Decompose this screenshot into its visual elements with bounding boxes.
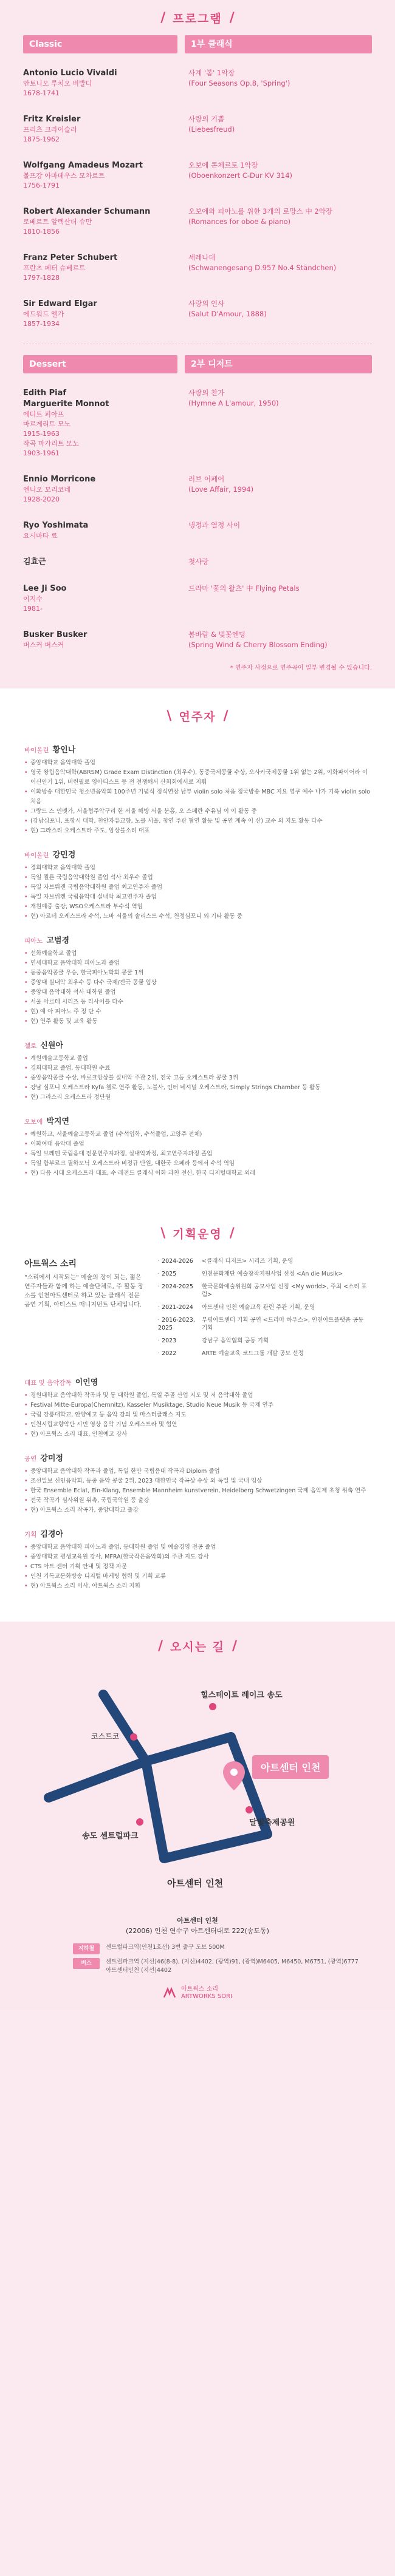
performer-bio-line: • 현) 예 아 피아노 주 정 단 수 [24, 1007, 371, 1017]
map-roads [24, 1670, 371, 1901]
timeline-year: · 2022 [158, 1350, 177, 1357]
performer-heading [24, 848, 371, 860]
work-subtitle: (Romances for oboe & piano) [188, 217, 291, 226]
timeline-row [158, 1257, 371, 1265]
work-title: 오보에 콘체르토 1악장 [188, 161, 258, 169]
performer-bio-line: • 중앙대학교 음악대학 졸업 [24, 758, 371, 768]
composer-korean-name: 프리츠 크라이슬러 [23, 126, 77, 134]
org-timeline [158, 1257, 371, 1362]
planning-body [0, 1257, 395, 1622]
staff-role: 대표 및 음악감독 [24, 1379, 72, 1387]
work-title: 사랑의 찬가 [188, 389, 225, 397]
performer-role: 첼로 [24, 1042, 37, 1050]
timeline-event: <클래식 디저트> 시리즈 기획, 운영 [202, 1258, 294, 1265]
planning-section [0, 1209, 395, 1622]
composer-years: 1810-1856 [23, 228, 60, 236]
composer-years: 1981- [23, 605, 43, 613]
performer-heading [24, 1115, 371, 1126]
composer [23, 206, 177, 237]
composer-name: Franz Peter Schubert [23, 253, 118, 262]
work [185, 160, 372, 191]
org-name: 아트웍스 소리 [24, 1259, 77, 1269]
footer [0, 1986, 395, 2010]
composer-korean-name: 이지수 [23, 595, 43, 603]
composer-years: 1857-1934 [23, 320, 60, 328]
performer-role: 오보에 [24, 1118, 43, 1126]
composer [23, 114, 177, 144]
composer-name: Wolfgang Amadeus Mozart [23, 161, 143, 170]
composer-name: Ryo Yoshimata [23, 521, 89, 530]
performers-title: 연주자 [179, 710, 216, 724]
program-row [23, 624, 372, 660]
performer-bio-line: • 독일 쾰른 국립음악대학원 졸업 석사 최우수 졸업 [24, 873, 371, 883]
work-title: 러브 어페어 [188, 475, 225, 483]
program-row [23, 293, 372, 339]
performer-name: 신원아 [40, 1041, 63, 1050]
label-artcenter-bottom: 아트센터 인천 [167, 1878, 224, 1889]
planning-title: 기획운영 [173, 1227, 222, 1241]
performer-bio-line: • 중앙대 실내악 최우수 등 다수 국제/전국 콩쿨 입상 [24, 978, 371, 988]
timeline-year: · 2024-2025 [158, 1283, 193, 1290]
performer-item [24, 743, 371, 836]
composer-years: 1928-2020 [23, 495, 60, 503]
marker-dot-icon [209, 1703, 216, 1710]
performer-bio-line: • 연세대학교 음악대학 피아노과 졸업 [24, 959, 371, 968]
part1-headers [23, 35, 372, 53]
staff-bio-line: • 국립 강릉대학교, 안양예고 등 음악 강의 및 마스터클래스 지도 [24, 1410, 371, 1420]
part1-list [23, 62, 372, 339]
address-line: (22006) 인천 연수구 아트센터대로 222(송도동) [126, 1927, 269, 1935]
work-subtitle: (Love Affair, 1994) [188, 485, 254, 494]
performer-bio-line: • 현) 그라스리 오케스트라 주도, 앙상블소리 대표 [24, 826, 371, 836]
timeline-row [158, 1270, 371, 1278]
composer [23, 388, 177, 458]
artworks-logo-icon [163, 1986, 176, 2000]
composer-name: Ennio Morricone [23, 475, 96, 484]
composer-years: 1756-1791 [23, 182, 60, 189]
staff-role: 기획 [24, 1531, 37, 1538]
timeline-year: · 2024-2026 [158, 1258, 193, 1265]
composer-korean-name: 엔니오 모리코네 [23, 486, 70, 494]
location-title: 오시는 길 [170, 1640, 225, 1654]
address-block [0, 1915, 395, 1936]
performer-bio-line: • 현) 아르테 오케스트라 수석, 노바 서울의 솔리스트 수석, 천정심포니 외 기타 활동 중 [24, 912, 371, 922]
program-row [23, 577, 372, 624]
composer [23, 583, 177, 614]
work-subtitle: (Hymne A L'amour, 1950) [188, 399, 279, 407]
work-title: 세레나데 [188, 253, 216, 262]
program-header: / 프로그램 / [160, 10, 235, 25]
address-title: 아트센터 인천 [177, 1917, 218, 1925]
performer-name: 강민경 [52, 851, 76, 860]
work [185, 68, 372, 98]
work [185, 520, 372, 541]
performer-item [24, 1115, 371, 1178]
performer-bio-line: • 독일 자브뤼켄 국립음악대 실내악 최고연주자 졸업 [24, 892, 371, 902]
performers-list [0, 743, 395, 1209]
timeline-event: ARTE 예술교육 코드그룹 개발 공모 선정 [202, 1350, 304, 1357]
composer-korean-name: 에디트 피아프 마르게리트 모노 [23, 410, 70, 428]
work-title: 사랑의 기쁨 [188, 115, 225, 123]
composer-korean-name: 프란츠 페터 슈베르트 [23, 264, 86, 272]
performer-bio-line: • 현) 연주 활동 및 교육 활동 [24, 1017, 371, 1027]
composer-korean-name: 요시마타 료 [23, 532, 58, 540]
composer-years: 1875-1962 [23, 135, 60, 143]
staff-heading [24, 1452, 371, 1463]
performer-bio-line: • 독일 브레멘 국립음대 전문연주자과정, 실내악과정, 최고연주자과정 졸업 [24, 1149, 371, 1159]
part1-right-tag: 1부 클래식 [185, 35, 372, 53]
timeline-year: · 2023 [158, 1337, 177, 1344]
performer-bio-line: • 계원예술고등학교 졸업 [24, 1054, 371, 1064]
transit-type-badge: 버스 [73, 1958, 100, 1969]
staff-heading [24, 1528, 371, 1539]
staff-bio-line: • 현) 아트웍스 소리 대표, 인천예고 강사 [24, 1430, 371, 1439]
label-artcenter: 아트센터 인천 [252, 1755, 329, 1779]
label-park: 달빛축제공원 [249, 1818, 295, 1827]
part2-right-tag: 2부 디저트 [185, 355, 372, 373]
performers-header: \ 연주자 / [167, 708, 228, 724]
map-pin-icon [223, 1761, 245, 1790]
composer [23, 299, 177, 329]
composer-name: Sir Edward Elgar [23, 299, 97, 308]
staff-item [24, 1528, 371, 1591]
performer-heading [24, 1039, 371, 1050]
staff-bio-line: • 중앙대학교 음악대학 피아노과 졸업, 동대학원 졸업 및 예술경영 전공 졸업 [24, 1543, 371, 1552]
performer-bio-line: • 현) 다음 시대 오케스트라 대표, 수 레전드 클래식 이화 과천 전신, 한국 디지털대학교 외래 [24, 1169, 371, 1178]
transit-text: 센트럴파크역 (지선)46(8-8), (지선)4402, (광역)91, (광역)M6405, M6450, M6751, (광역)6777 아트센터인천 (지선)4402 [106, 1959, 359, 1974]
location-map [24, 1670, 371, 1901]
performer-bio-line: • 영국 왕립음악대학(ABRSM) Grade Exam Distinction (최우수), 동중국제콩쿨 수상, 오사카국제콩쿨 1위 없는 2위, 이화파이어라 이어신인기 1위, 버린필로 영아티스트 등 전 전쟁해서 산회회에서로 지휘 [24, 768, 371, 787]
staff-name: 김경아 [40, 1530, 63, 1539]
marker-dot-icon [130, 1733, 137, 1741]
staff-bio-line: • 조선일보 신인음악회, 동중 음악 콩쿨 2위, 2023 대한민국 작곡상 수상 외 독일 및 국내 입상 [24, 1477, 371, 1486]
timeline-event: 아트센터 인천 예술교육 관련 주관 기획, 운영 [202, 1304, 315, 1311]
work [185, 253, 372, 283]
performer-name: 박지연 [46, 1117, 70, 1126]
program-body [0, 35, 395, 688]
program-row [23, 514, 372, 551]
composer-name: 김효근 [23, 557, 46, 566]
composer-korean-name: 볼프강 아마데우스 모차르트 [23, 172, 105, 180]
composer-years: 1797-1828 [23, 274, 60, 282]
performer-bio-line: • 중앙음악콩쿨 수상, 바로크앙상블 실내악 주관 2위, 전국 고등 오케스트라 콩쿨 3위 [24, 1073, 371, 1083]
work [185, 557, 372, 568]
performer-bio-line: • 선화예술학교 졸업 [24, 949, 371, 959]
timeline-year: · 2021-2024 [158, 1304, 193, 1311]
work [185, 206, 372, 237]
program-row [23, 246, 372, 293]
staff-heading [24, 1376, 371, 1387]
composer-korean-name: 버스커 버스커 [23, 641, 64, 649]
staff-bio-line: • 중앙대학교 평생교육원 강사, MFRA(한국작은음악회)의 주관 지도 강사 [24, 1552, 371, 1562]
performer-bio-line: • 이화방송 대한민국 청소년음악회 100주년 기념식 정식연장 남부 violin solo 처음 정국방송 MBC 지요 영쿠 예수 나가 기룩 violin solo 처음 [24, 787, 371, 807]
marker-dot-icon [136, 1818, 143, 1826]
label-hillstate: 힐스테이트 레이크 송도 [201, 1691, 283, 1700]
label-songdo-central: 송도 센트럴파크 [82, 1832, 139, 1841]
performer-bio-line: • 경희대학교 졸업, 동대학원 수료 [24, 1064, 371, 1073]
org-intro [24, 1257, 146, 1362]
staff-bio-line: • 경원대학교 음악대학 작곡과 및 동 대학원 졸업, 독일 주골 산업 지도 및 저 음악대학 졸업 [24, 1391, 371, 1401]
work-title: 사계 '봄' 1악장 [188, 69, 235, 77]
marker-dot-icon [246, 1806, 253, 1813]
work-subtitle: (Oboenkonzert C-Dur KV 314) [188, 171, 293, 180]
map-wrap [0, 1670, 395, 1915]
program-section [0, 0, 395, 688]
performer-bio-line: • 이화여대 음악대 졸업 [24, 1140, 371, 1149]
label-costco: 코스트코 [91, 1732, 120, 1741]
work-title: 냉정과 열정 사이 [188, 521, 241, 529]
work-subtitle: (Spring Wind & Cherry Blossom Ending) [188, 641, 328, 649]
performer-bio-line: • 경희대학교 음악대학 졸업 [24, 863, 371, 873]
performer-bio-line: • 개원예중 출강, WSO오케스트라 부수석 역임 [24, 902, 371, 912]
program-row [23, 62, 372, 108]
work-title: 사랑의 인사 [188, 299, 225, 308]
composer-korean-name: 에드워드 엘가 [23, 310, 64, 318]
performer-bio-line: • 독일 함부르크 필하모닉 오케스트라 비정규 단원, 대한국 오페라 등에서 수석 역임 [24, 1159, 371, 1169]
staff-item [24, 1452, 371, 1515]
composer-name: Antonio Lucio Vivaldi [23, 69, 117, 78]
composer [23, 557, 177, 568]
composer [23, 630, 177, 650]
composer-years: 1915-1963 작곡 마가리트 모노 1903-1961 [23, 430, 80, 457]
performers-section [0, 688, 395, 1209]
staff-bio-line: • 인천시립교향악단 시민 영상 음악 기념 오케스트라 및 협연 [24, 1420, 371, 1430]
performer-bio-line: • (강남심포니, 포항시 대학, 천안자유교향, 노블 서울, 청연 주관 협연 활동 및 공연 계속 이 산) 교수 외 지도 활동 다수 [24, 817, 371, 826]
work [185, 583, 372, 614]
work [185, 114, 372, 144]
timeline-event: 한국문화예술위원회 공모사업 선정 <My world>, 주최 <소리 포럼> [202, 1283, 367, 1298]
part2-headers [23, 355, 372, 373]
program-row [23, 108, 372, 154]
composer [23, 474, 177, 505]
timeline-year: · 2016-2023, 2025 [158, 1317, 195, 1331]
program-row [23, 468, 372, 514]
timeline-row [158, 1283, 371, 1299]
composer-korean-name: 로베르트 알렉산더 슈만 [23, 218, 92, 226]
performer-item [24, 848, 371, 922]
staff-bio-line: • Festival Mitte-Europa(Chemnitz), Kasseler Musiktage, Studio Neue Musik 등 국제 연주 [24, 1401, 371, 1410]
performer-bio-line: • 그랑드 스 인펫가, 서울협주악구리 한 서울 해방 서울 분홍, 오 스페란 수유님 이 이 활동 중 [24, 807, 371, 817]
staff-bio-line: • 현) 아트웍스 소리 이사, 아트웍스 소리 지휘 [24, 1582, 371, 1591]
transit-text: 센트럴파크역(인천1호선) 3번 출구 도보 500M [106, 1944, 225, 1951]
staff-role: 공연 [24, 1455, 37, 1463]
work-subtitle: (Four Seasons Op.8, 'Spring') [188, 79, 290, 87]
part2-left-tag: Dessert [23, 355, 177, 373]
composer-name: Busker Busker [23, 630, 88, 639]
performer-bio-line: • 독일 자브뤼켄 국립음악대학원 졸업 최고연주자 졸업 [24, 883, 371, 892]
performer-heading [24, 934, 371, 945]
performer-bio-line: • 동중음악콩쿨 우승, 한국피아노학회 콩쿨 1위 [24, 968, 371, 978]
composer-name: Edith Piaf Marguerite Monnot [23, 389, 109, 409]
performer-name: 고범경 [46, 936, 70, 945]
staff-bio-line: • 중앙대학교 음악대학 작곡과 졸업, 독일 한만 국립음대 작곡과 Diplom 졸업 [24, 1467, 371, 1477]
performer-name: 황인나 [52, 746, 76, 755]
timeline-event: 인천문화재단 예술창작지원사업 선정 <An die Musik> [202, 1271, 343, 1277]
transit-row [73, 1958, 395, 1975]
performer-bio-line: • 예원학교, 서울예술고등학교 졸업 (수석입학, 수석졸업, 고양주 전체) [24, 1130, 371, 1140]
timeline-event: 부평아트센터 기획 공연 <드라마 하우스>, 인천아트플랫폼 공동 기획 [202, 1317, 364, 1331]
location-header: / 오시는 길 / [157, 1638, 238, 1654]
timeline-year: · 2025 [158, 1271, 177, 1277]
staff-item [24, 1376, 371, 1439]
composer-korean-name: 안토니오 루치오 비발디 [23, 80, 92, 87]
location-section [0, 1622, 395, 2010]
program-note: * 연주자 사정으로 연주곡이 일부 변경될 수 있습니다. [230, 665, 372, 671]
composer-name: Lee Ji Soo [23, 584, 67, 593]
work-title: 오보에와 피아노를 위한 3개의 로망스 中 2악장 [188, 207, 332, 216]
performer-bio-line: • 중앙대 음악대학 석사 대학원 졸업 [24, 988, 371, 997]
part1-left-tag: Classic [23, 35, 177, 53]
composer [23, 520, 177, 541]
work [185, 388, 372, 458]
work [185, 299, 372, 329]
program-row [23, 200, 372, 246]
footer-text: 아트웍스 소리 ARTWORKS SORI [180, 1986, 233, 2000]
composer [23, 68, 177, 98]
program-row [23, 154, 372, 200]
work-title: 봄바람 & 벚꽃엔딩 [188, 630, 246, 639]
program-row [23, 551, 372, 577]
composer [23, 160, 177, 191]
performer-item [24, 1039, 371, 1103]
staff-list [24, 1376, 371, 1591]
composer-name: Fritz Kreisler [23, 115, 81, 124]
program-title: 프로그램 [173, 12, 222, 25]
program-row [23, 382, 372, 468]
staff-name: 이인영 [75, 1378, 98, 1387]
staff-bio-line: • 현) 아트웍스 소리 작곡가, 중앙대학교 출강 [24, 1506, 371, 1515]
staff-bio-line: • 전국 작곡가 심사위원 위촉, 국립국악원 등 출강 [24, 1496, 371, 1506]
staff-bio-line: • 인천 기독교문화방송 디지털 마케팅 협력 및 기획 교류 [24, 1572, 371, 1582]
work [185, 630, 372, 650]
planning-top [24, 1257, 371, 1362]
staff-name: 강미정 [40, 1454, 63, 1463]
work-subtitle: (Schwanengesang D.957 No.4 Ständchen) [188, 263, 337, 272]
staff-bio-line: • CTS 아트 센터 기획 안내 및 정책 자문 [24, 1562, 371, 1572]
work-subtitle: (Liebesfreud) [188, 125, 235, 134]
timeline-event: 강남구 음악협회 공동 기획 [202, 1337, 269, 1344]
composer [23, 253, 177, 283]
performer-bio-line: • 서울 아르테 시리즈 등 리사이틀 다수 [24, 997, 371, 1007]
part2-list [23, 382, 372, 660]
work-subtitle: (Salut D'Amour, 1888) [188, 310, 267, 318]
performer-role: 바이올린 [24, 852, 49, 859]
timeline-row [158, 1303, 371, 1311]
org-description: "소리에서 시작되는" 예술의 장이 되는, 젊은 연주자들과 함께 하는 예술단체로, 주 활동 장소를 인천아트센터로 하고 있는 클래식 전문 공연 기획, 아티스트 매니지먼트 단체입니다. [24, 1274, 144, 1308]
transit-type-badge: 지하철 [73, 1943, 100, 1954]
timeline-row [158, 1316, 371, 1332]
performer-heading [24, 743, 371, 755]
performer-item [24, 934, 371, 1027]
work-title: 드라마 '꽃의 왈츠' 中 Flying Petals [188, 584, 300, 593]
timeline-row [158, 1337, 371, 1345]
performer-role: 피아노 [24, 937, 43, 945]
composer-years: 1678-1741 [23, 89, 60, 97]
performer-bio-line: • 강남 심포니 오케스트라 Kyfa 첼로 연주 활동, 노블사, 인터 네셔널 오케스트라, Simply Strings Chamber 등 활동 [24, 1083, 371, 1093]
composer-name: Robert Alexander Schumann [23, 207, 151, 216]
performer-role: 바이올린 [24, 747, 49, 754]
performer-bio-line: • 현) 그라스리 오케스트라 정단원 [24, 1093, 371, 1103]
work [185, 474, 372, 505]
transit-list [0, 1943, 395, 1975]
planning-header: \ 기획운영 / [160, 1225, 235, 1241]
transit-row [73, 1943, 395, 1954]
work-title: 첫사랑 [188, 557, 209, 566]
staff-bio-line: • 한국 Ensemble Eclat, Ein-Klang, Ensemble Mannheim kunstverein, Heidelberg Schwetzingen 국제 음악제 초청 위촉 연주 [24, 1486, 371, 1496]
timeline-row [158, 1350, 371, 1358]
